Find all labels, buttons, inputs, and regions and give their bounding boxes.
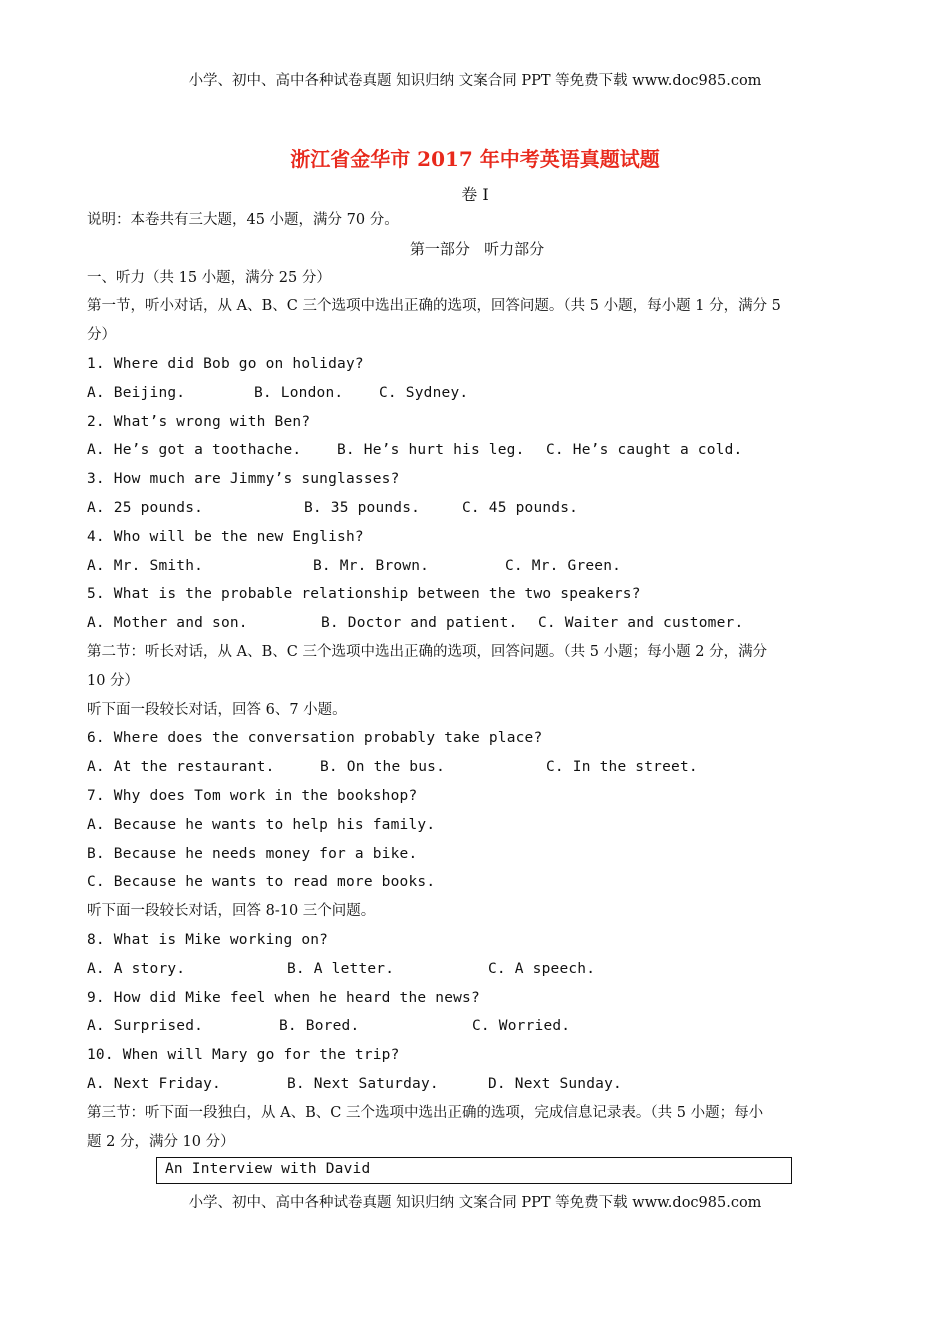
question-2-options [87, 440, 867, 469]
page-header: 小学、初中、高中各种试卷真题 知识归纳 文案合同 PPT 等免费下载 www.doc985.com [188, 73, 762, 89]
question-6-options [87, 757, 867, 786]
section1-intro: 第一节，听小对话，从 A、B、C 三个选项中选出正确的选项，回答问题。（共 5 小题，每小题 1 分，满分 5 [87, 298, 781, 315]
part1-heading: 第一部分 听力部分 [409, 239, 545, 258]
option-b: B. Mr. Brown. [313, 557, 430, 574]
question-5: 5. What is the probable relationship between the two speakers? [87, 586, 641, 603]
option-c: C. He’s caught a cold. [546, 442, 743, 459]
option-c: C. In the street. [546, 759, 698, 776]
exam-content [87, 210, 867, 1160]
section2-intro: 第二节：听长对话，从 A、B、C 三个选项中选出正确的选项，回答问题。（共 5 小题；每小题 2 分，满分 [87, 643, 768, 660]
question-4-options [87, 556, 867, 585]
option-a: A. 25 pounds. [87, 499, 204, 516]
option-c: C. Sydney. [379, 384, 469, 401]
option-a: A. Mr. Smith. [87, 557, 204, 574]
option-c: C. Mr. Green. [505, 557, 622, 574]
question-10: 10. When will Mary go for the trip? [87, 1047, 400, 1064]
question-8-options [87, 959, 867, 988]
question-1: 1. Where did Bob go on holiday? [87, 355, 364, 372]
question-10-options [87, 1074, 867, 1103]
question-9-options [87, 1016, 867, 1045]
option-c: C. 45 pounds. [462, 499, 579, 516]
question-7: 7. Why does Tom work in the bookshop? [87, 787, 418, 804]
question-7-option-a: A. Because he wants to help his family. [87, 816, 436, 833]
exam-note: 说明：本卷共有三大题，45 小题，满分 70 分。 [87, 212, 399, 228]
option-a: A. Beijing. [87, 384, 186, 401]
option-b: B. Next Saturday. [287, 1075, 439, 1092]
option-c: C. Waiter and customer. [538, 615, 744, 632]
info-table-title: An Interview with David [156, 1157, 792, 1184]
dialog1-intro: 听下面一段较长对话，回答 6、7 小题。 [87, 701, 347, 718]
option-b: B. A letter. [287, 960, 395, 977]
question-6: 6. Where does the conversation probably take place? [87, 730, 543, 747]
option-b: B. Doctor and patient. [321, 615, 518, 632]
option-a: A. Next Friday. [87, 1075, 221, 1092]
option-b: B. London. [254, 384, 344, 401]
option-a: A. Mother and son. [87, 615, 248, 632]
question-1-options [87, 383, 867, 412]
option-c: C. Worried. [472, 1018, 571, 1035]
option-b: B. He’s hurt his leg. [337, 442, 525, 459]
section3-intro: 第三节：听下面一段独白，从 A、B、C 三个选项中选出正确的选项，完成信息记录表。（共 5 小题；每小 [87, 1104, 764, 1121]
question-7-option-c: C. Because he wants to read more books. [87, 874, 436, 891]
page-footer: 小学、初中、高中各种试卷真题 知识归纳 文案合同 PPT 等免费下载 www.doc985.com [188, 1195, 762, 1211]
question-5-options [87, 613, 867, 642]
section1-heading: 一、听力（共 15 小题，满分 25 分） [87, 269, 331, 286]
option-c: D. Next Sunday. [488, 1075, 622, 1092]
document-title: 浙江省金华市 2017 年中考英语真题试题 [290, 147, 660, 171]
option-c: C. A speech. [488, 960, 596, 977]
option-b: B. 35 pounds. [304, 499, 421, 516]
option-a: A. Surprised. [87, 1018, 204, 1035]
dialog2-intro: 听下面一段较长对话，回答 8-10 三个问题。 [87, 903, 376, 920]
option-a: A. He’s got a toothache. [87, 442, 302, 459]
question-8: 8. What is Mike working on? [87, 931, 329, 948]
question-7-option-b: B. Because he needs money for a bike. [87, 845, 418, 862]
question-9: 9. How did Mike feel when he heard the news? [87, 989, 480, 1006]
option-b: B. Bored. [279, 1018, 360, 1035]
option-b: B. On the bus. [320, 759, 446, 776]
volume-label: 卷 I [461, 185, 489, 204]
option-a: A. At the restaurant. [87, 759, 275, 776]
section2-intro-cont: 10 分） [87, 672, 140, 689]
question-3-options [87, 498, 867, 527]
option-a: A. A story. [87, 960, 186, 977]
section3-intro-cont: 题 2 分，满分 10 分） [87, 1133, 235, 1150]
section1-intro-cont: 分） [87, 327, 116, 344]
question-3: 3. How much are Jimmy’s sunglasses? [87, 471, 400, 488]
question-2: 2. What’s wrong with Ben? [87, 413, 311, 430]
question-4: 4. Who will be the new English? [87, 528, 364, 545]
